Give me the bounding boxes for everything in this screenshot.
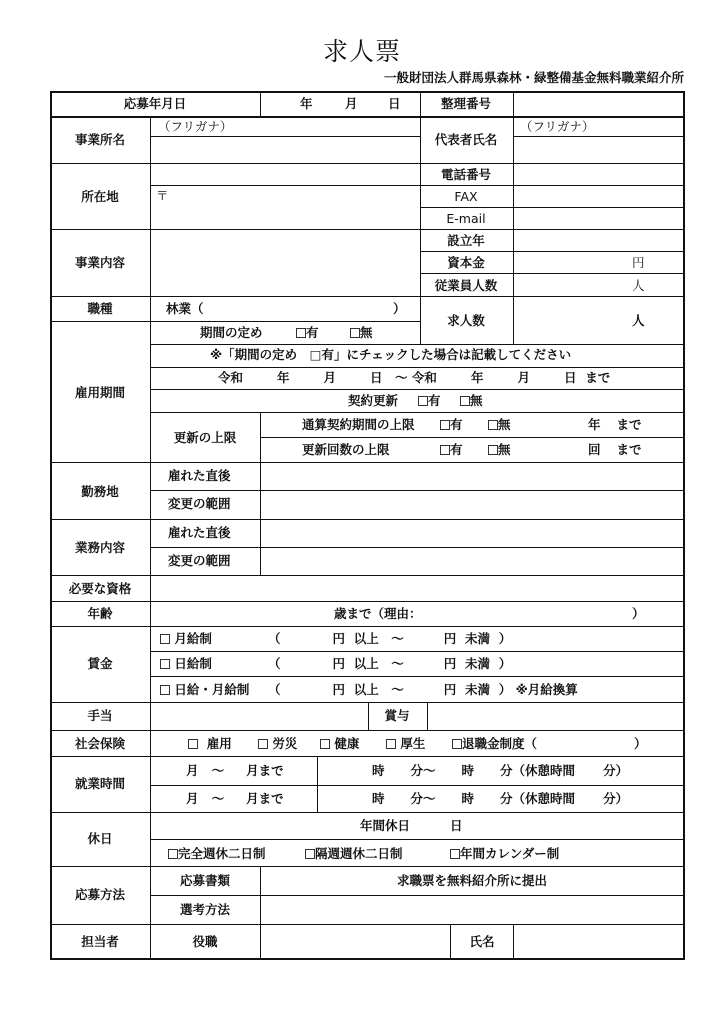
workplace-change-field[interactable] (262, 492, 683, 518)
capital-unit: 円 (632, 255, 645, 270)
position-field[interactable] (262, 926, 448, 958)
bonus-field[interactable] (429, 704, 683, 729)
year-label: 年 (300, 96, 313, 111)
period-note: ※「期間の定め □有」にチェックした場合は記載してください (210, 347, 572, 362)
working-hours-label: 就業時間 (74, 776, 126, 791)
fax-label: FAX (454, 189, 478, 204)
wage-row-3: （ 円 以上 ～ 円 未満 ） ※月給換算 (268, 682, 578, 697)
postal-mark: 〒 (156, 188, 169, 203)
period-yes-checkbox[interactable] (296, 328, 306, 338)
documents-label: 応募書類 (179, 873, 231, 888)
reference-number-field[interactable] (515, 93, 683, 115)
organization-name: 一般財団法人群馬県森林・緑整備基金無料職業紹介所 (383, 70, 684, 85)
renewal-yes-checkbox[interactable] (418, 396, 428, 406)
insurance-close: ） (634, 736, 647, 751)
form-title: 求人票 (322, 37, 401, 66)
reference-number-label: 整理番号 (440, 96, 492, 111)
age-close: ） (632, 606, 645, 621)
health-insurance-checkbox[interactable] (320, 739, 330, 749)
renewal-count-label: 更新回数の上限 (302, 442, 390, 457)
openings-unit: 人 (632, 313, 645, 328)
age-until: 歳まで（理由： (334, 606, 422, 621)
workplace-change-label: 変更の範囲 (168, 496, 231, 511)
selection-field[interactable] (262, 897, 683, 923)
business-field[interactable] (152, 231, 418, 295)
renewal-no-checkbox[interactable] (460, 396, 470, 406)
contact-name-field[interactable] (515, 926, 683, 958)
representative-furigana: （フリガナ） (520, 119, 595, 134)
renewal-count-yes-checkbox[interactable] (440, 445, 450, 455)
application-method-label: 応募方法 (74, 887, 126, 902)
renewal-count-no-checkbox[interactable] (488, 445, 498, 455)
address-label: 所在地 (81, 189, 119, 204)
duties-change-label: 変更の範囲 (168, 553, 231, 568)
duties-change-field[interactable] (262, 549, 683, 574)
job-type-value: 林業（ (166, 301, 204, 316)
established-label: 設立年 (447, 233, 485, 248)
retirement-checkbox[interactable] (452, 739, 462, 749)
period-dates: 令和 年 月 日 ～ 令和 年 月 日 まで (218, 370, 611, 385)
duties-immediate-field[interactable] (262, 521, 683, 546)
job-type-label: 職種 (87, 301, 113, 316)
total-period-years: 年 まで (588, 417, 642, 432)
capital-label: 資本金 (447, 255, 485, 270)
phone-label: 電話番号 (440, 167, 492, 182)
monthly-checkbox[interactable] (160, 634, 170, 644)
employees-label: 従業員人数 (434, 278, 498, 293)
total-period-yes-checkbox[interactable] (440, 420, 450, 430)
representative-label: 代表者氏名 (434, 132, 498, 147)
hours-row-1-days: 月 ～ 月まで (186, 763, 284, 778)
total-period-no-checkbox[interactable] (488, 420, 498, 430)
wage-label: 賃金 (87, 656, 113, 671)
qualification-label: 必要な資格 (68, 581, 132, 596)
bonus-label: 賞与 (384, 708, 410, 723)
application-date-label: 応募年月日 (123, 96, 187, 111)
period-definition-label: 期間の定め (200, 325, 263, 340)
openings-label: 求人数 (447, 313, 485, 328)
daily-monthly-checkbox[interactable] (160, 685, 170, 695)
contact-name-label: 氏名 (469, 934, 495, 949)
hours-row-2-days: 月 ～ 月まで (186, 791, 284, 806)
workers-comp-checkbox[interactable] (258, 739, 268, 749)
workplace-label: 勤務地 (81, 484, 119, 499)
duties-label: 業務内容 (74, 540, 126, 555)
email-label: E-mail (446, 211, 486, 226)
contract-renewal-label: 契約更新 (348, 393, 399, 408)
duties-immediate-label: 雇れた直後 (168, 525, 231, 540)
employment-period-label: 雇用期間 (74, 385, 126, 400)
allowance-field[interactable] (152, 704, 366, 729)
representative-name-field[interactable] (515, 138, 683, 162)
alternate-two-day-checkbox[interactable] (305, 849, 315, 859)
pension-checkbox[interactable] (386, 739, 396, 749)
insurance-label: 社会保険 (74, 736, 126, 751)
renewal-count-times: 回 まで (588, 442, 642, 457)
position-label: 役職 (192, 934, 218, 949)
daily-checkbox[interactable] (160, 659, 170, 669)
hours-row-2-time: 時 分～ 時 分（休憩時間 分） (372, 791, 629, 806)
annual-holidays: 年間休日 日 (360, 818, 463, 833)
holidays-label: 休日 (87, 831, 113, 846)
wage-row-2: （ 円 以上 ～ 円 未満 ） (268, 656, 512, 671)
workplace-immediate-label: 雇れた直後 (168, 468, 231, 483)
documents-value: 求職票を無料紹介所に提出 (396, 873, 548, 888)
company-name-label: 事業所名 (74, 132, 126, 147)
contact-label: 担当者 (81, 934, 119, 949)
company-furigana: （フリガナ） (158, 119, 233, 134)
full-two-day-checkbox[interactable] (168, 849, 178, 859)
employees-unit: 人 (632, 278, 645, 293)
workplace-immediate-field[interactable] (262, 464, 683, 489)
hours-row-1-time: 時 分～ 時 分（休憩時間 分） (372, 763, 629, 778)
selection-label: 選考方法 (179, 902, 231, 917)
wage-row-1: （ 円 以上 ～ 円 未満 ） (268, 631, 512, 646)
business-label: 事業内容 (74, 255, 126, 270)
qualification-field[interactable] (152, 577, 683, 600)
day-label: 日 (388, 96, 401, 111)
address-field[interactable] (172, 187, 418, 228)
period-no-checkbox[interactable] (350, 328, 360, 338)
total-period-label: 通算契約期間の上限 (302, 417, 415, 432)
company-name-field[interactable] (152, 138, 418, 162)
daily-monthly-label: 日給・月給制 (174, 682, 250, 697)
month-label: 月 (345, 96, 358, 111)
employment-insurance-checkbox[interactable] (188, 739, 198, 749)
annual-calendar-checkbox[interactable] (450, 849, 460, 859)
job-type-close: ） (393, 301, 406, 316)
age-label: 年齢 (87, 606, 113, 621)
renewal-limit-label: 更新の上限 (173, 430, 237, 445)
monthly-label: 月給制 (174, 631, 212, 646)
daily-label: 日給制 (174, 656, 212, 671)
allowance-label: 手当 (87, 708, 113, 723)
